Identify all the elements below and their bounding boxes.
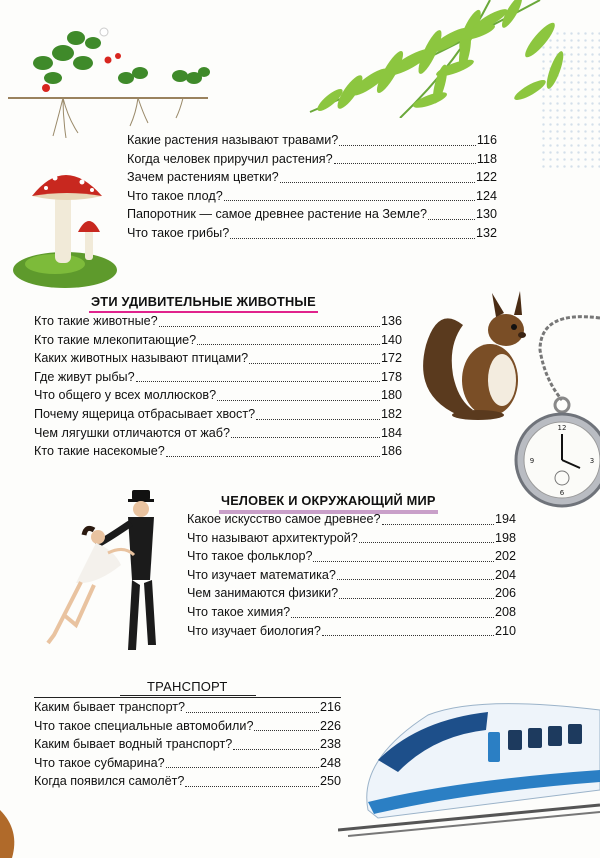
transport-heading-rule [120, 695, 256, 696]
entry-page: 184 [380, 425, 402, 440]
leader-dots [339, 145, 476, 146]
entry-page: 130 [475, 207, 497, 222]
leader-dots [256, 419, 380, 420]
entry-title: Что общего у всех моллюсков? [34, 388, 217, 403]
entry-title: Что изучает биология? [187, 623, 321, 638]
leader-dots [217, 400, 380, 401]
decorative-corner [0, 810, 20, 858]
entry-title: Кто такие насекомые? [34, 444, 165, 459]
entry-title: Что изучает математика? [187, 567, 336, 582]
toc-entry[interactable] [187, 584, 516, 603]
entry-page: 140 [380, 332, 402, 347]
toc-entry[interactable] [127, 168, 497, 187]
leader-dots [322, 635, 494, 636]
toc-plants [127, 131, 497, 243]
toc-entry[interactable] [34, 717, 341, 736]
entry-title: Каким бывает водный транспорт? [34, 737, 233, 752]
leader-dots [233, 749, 319, 750]
section-title: ТРАНСПОРТ [147, 679, 228, 694]
pocket-watch-illustration [500, 310, 600, 510]
entry-page: 250 [319, 774, 341, 789]
leader-dots [313, 561, 494, 562]
entry-page: 186 [380, 444, 402, 459]
entry-title: Какое искусство самое древнее? [187, 512, 381, 526]
toc-entry[interactable] [34, 386, 402, 405]
entry-page: 118 [476, 151, 497, 166]
toc-entry[interactable] [187, 510, 516, 529]
leader-dots [428, 219, 475, 220]
leader-dots [359, 542, 494, 543]
toc-entry[interactable] [127, 150, 497, 169]
leader-dots [334, 163, 476, 164]
toc-entry[interactable] [34, 754, 341, 773]
entry-page: 172 [380, 351, 402, 366]
high-speed-train-illustration [338, 690, 600, 840]
entry-title: Чем лягушки отличаются от жаб? [34, 425, 230, 440]
leader-dots [166, 456, 380, 457]
entry-page: 204 [494, 567, 516, 582]
toc-entry[interactable] [34, 772, 341, 791]
leader-dots [159, 326, 380, 327]
svg-text:6: 6 [559, 489, 565, 497]
entry-title: Что такое фольклор? [187, 549, 313, 564]
section-heading-animals [91, 294, 316, 309]
entry-title: Почему ящерица отбрасывает хвост? [34, 406, 256, 421]
leader-dots [136, 381, 380, 382]
toc-transport [34, 697, 341, 791]
entry-page: 178 [380, 369, 402, 384]
section-heading-human [221, 493, 436, 508]
entry-title: Какие растения называют травами? [127, 133, 339, 147]
entry-page: 208 [494, 604, 516, 619]
leader-dots [185, 786, 319, 787]
toc-entry[interactable] [34, 442, 402, 461]
svg-text:3: 3 [589, 457, 595, 465]
toc-entry[interactable] [34, 424, 402, 443]
toc-animals [34, 312, 402, 461]
entry-title: Кто такие млекопитающие? [34, 332, 197, 347]
svg-text:9: 9 [529, 457, 535, 465]
leader-dots [337, 579, 494, 580]
entry-title: Где живут рыбы? [34, 369, 135, 384]
entry-title: Когда появился самолёт? [34, 774, 185, 789]
toc-entry[interactable] [34, 735, 341, 754]
entry-title: Что такое химия? [187, 604, 291, 619]
entry-title: Кто такие животные? [34, 314, 158, 328]
section-heading-transport [147, 679, 227, 694]
fern-illustration [290, 0, 580, 118]
leader-dots [166, 767, 319, 768]
toc-entry[interactable] [34, 331, 402, 350]
toc-entry[interactable] [127, 224, 497, 243]
entry-title: Зачем растениям цветки? [127, 170, 279, 185]
leader-dots [231, 437, 380, 438]
entry-title: Чем занимаются физики? [187, 586, 339, 601]
entry-title: Когда человек приручил растения? [127, 151, 333, 166]
toc-entry[interactable] [127, 131, 497, 150]
amanita-mushroom-illustration [10, 160, 120, 290]
entry-title: Что такое грибы? [127, 225, 230, 240]
entry-page: 206 [494, 586, 516, 601]
entry-title: Каких животных называют птицами? [34, 351, 249, 366]
toc-entry[interactable] [34, 368, 402, 387]
leader-dots [339, 598, 494, 599]
toc-entry[interactable] [127, 187, 497, 206]
entry-page: 226 [319, 718, 341, 733]
section-title: ЧЕЛОВЕК И ОКРУЖАЮЩИЙ МИР [221, 493, 436, 508]
toc-entry[interactable] [187, 529, 516, 548]
leader-dots [224, 200, 475, 201]
toc-entry[interactable] [187, 566, 516, 585]
leader-dots [382, 524, 494, 525]
entry-title: Что называют архитектурой? [187, 530, 358, 545]
leader-dots [249, 363, 380, 364]
toc-entry[interactable] [187, 622, 516, 641]
entry-page: 180 [380, 388, 402, 403]
entry-title: Что такое субмарина? [34, 755, 165, 770]
toc-entry[interactable] [187, 547, 516, 566]
section-title: ЭТИ УДИВИТЕЛЬНЫЕ ЖИВОТНЫЕ [91, 294, 316, 309]
entry-title: Что такое плод? [127, 188, 223, 203]
entry-page: 216 [319, 700, 341, 714]
entry-page: 132 [475, 225, 497, 240]
toc-entry[interactable] [127, 205, 497, 224]
entry-title: Каким бывает транспорт? [34, 700, 186, 714]
dancers-illustration [36, 485, 166, 660]
leader-dots [230, 238, 475, 239]
toc-entry[interactable] [187, 603, 516, 622]
toc-entry[interactable] [34, 697, 341, 717]
toc-entry[interactable] [34, 349, 402, 368]
leader-dots [291, 617, 494, 618]
entry-title: Папоротник — самое древнее растение на Земле? [127, 207, 427, 222]
svg-text:12: 12 [557, 424, 567, 432]
entry-page: 202 [494, 549, 516, 564]
toc-entry[interactable] [34, 312, 402, 331]
leader-dots [280, 182, 475, 183]
leader-dots [254, 730, 319, 731]
entry-page: 248 [319, 755, 341, 770]
entry-page: 124 [475, 188, 497, 203]
entry-page: 182 [380, 406, 402, 421]
entry-page: 198 [494, 530, 516, 545]
entry-page: 238 [319, 737, 341, 752]
entry-page: 210 [494, 623, 516, 638]
leader-dots [186, 712, 319, 713]
entry-page: 194 [494, 512, 516, 526]
strawberry-plant-illustration [8, 18, 213, 138]
entry-page: 116 [476, 133, 497, 147]
toc-human [187, 510, 516, 640]
entry-page: 136 [380, 314, 402, 328]
leader-dots [197, 344, 380, 345]
entry-page: 122 [475, 170, 497, 185]
entry-title: Что такое специальные автомобили? [34, 718, 254, 733]
toc-entry[interactable] [34, 405, 402, 424]
